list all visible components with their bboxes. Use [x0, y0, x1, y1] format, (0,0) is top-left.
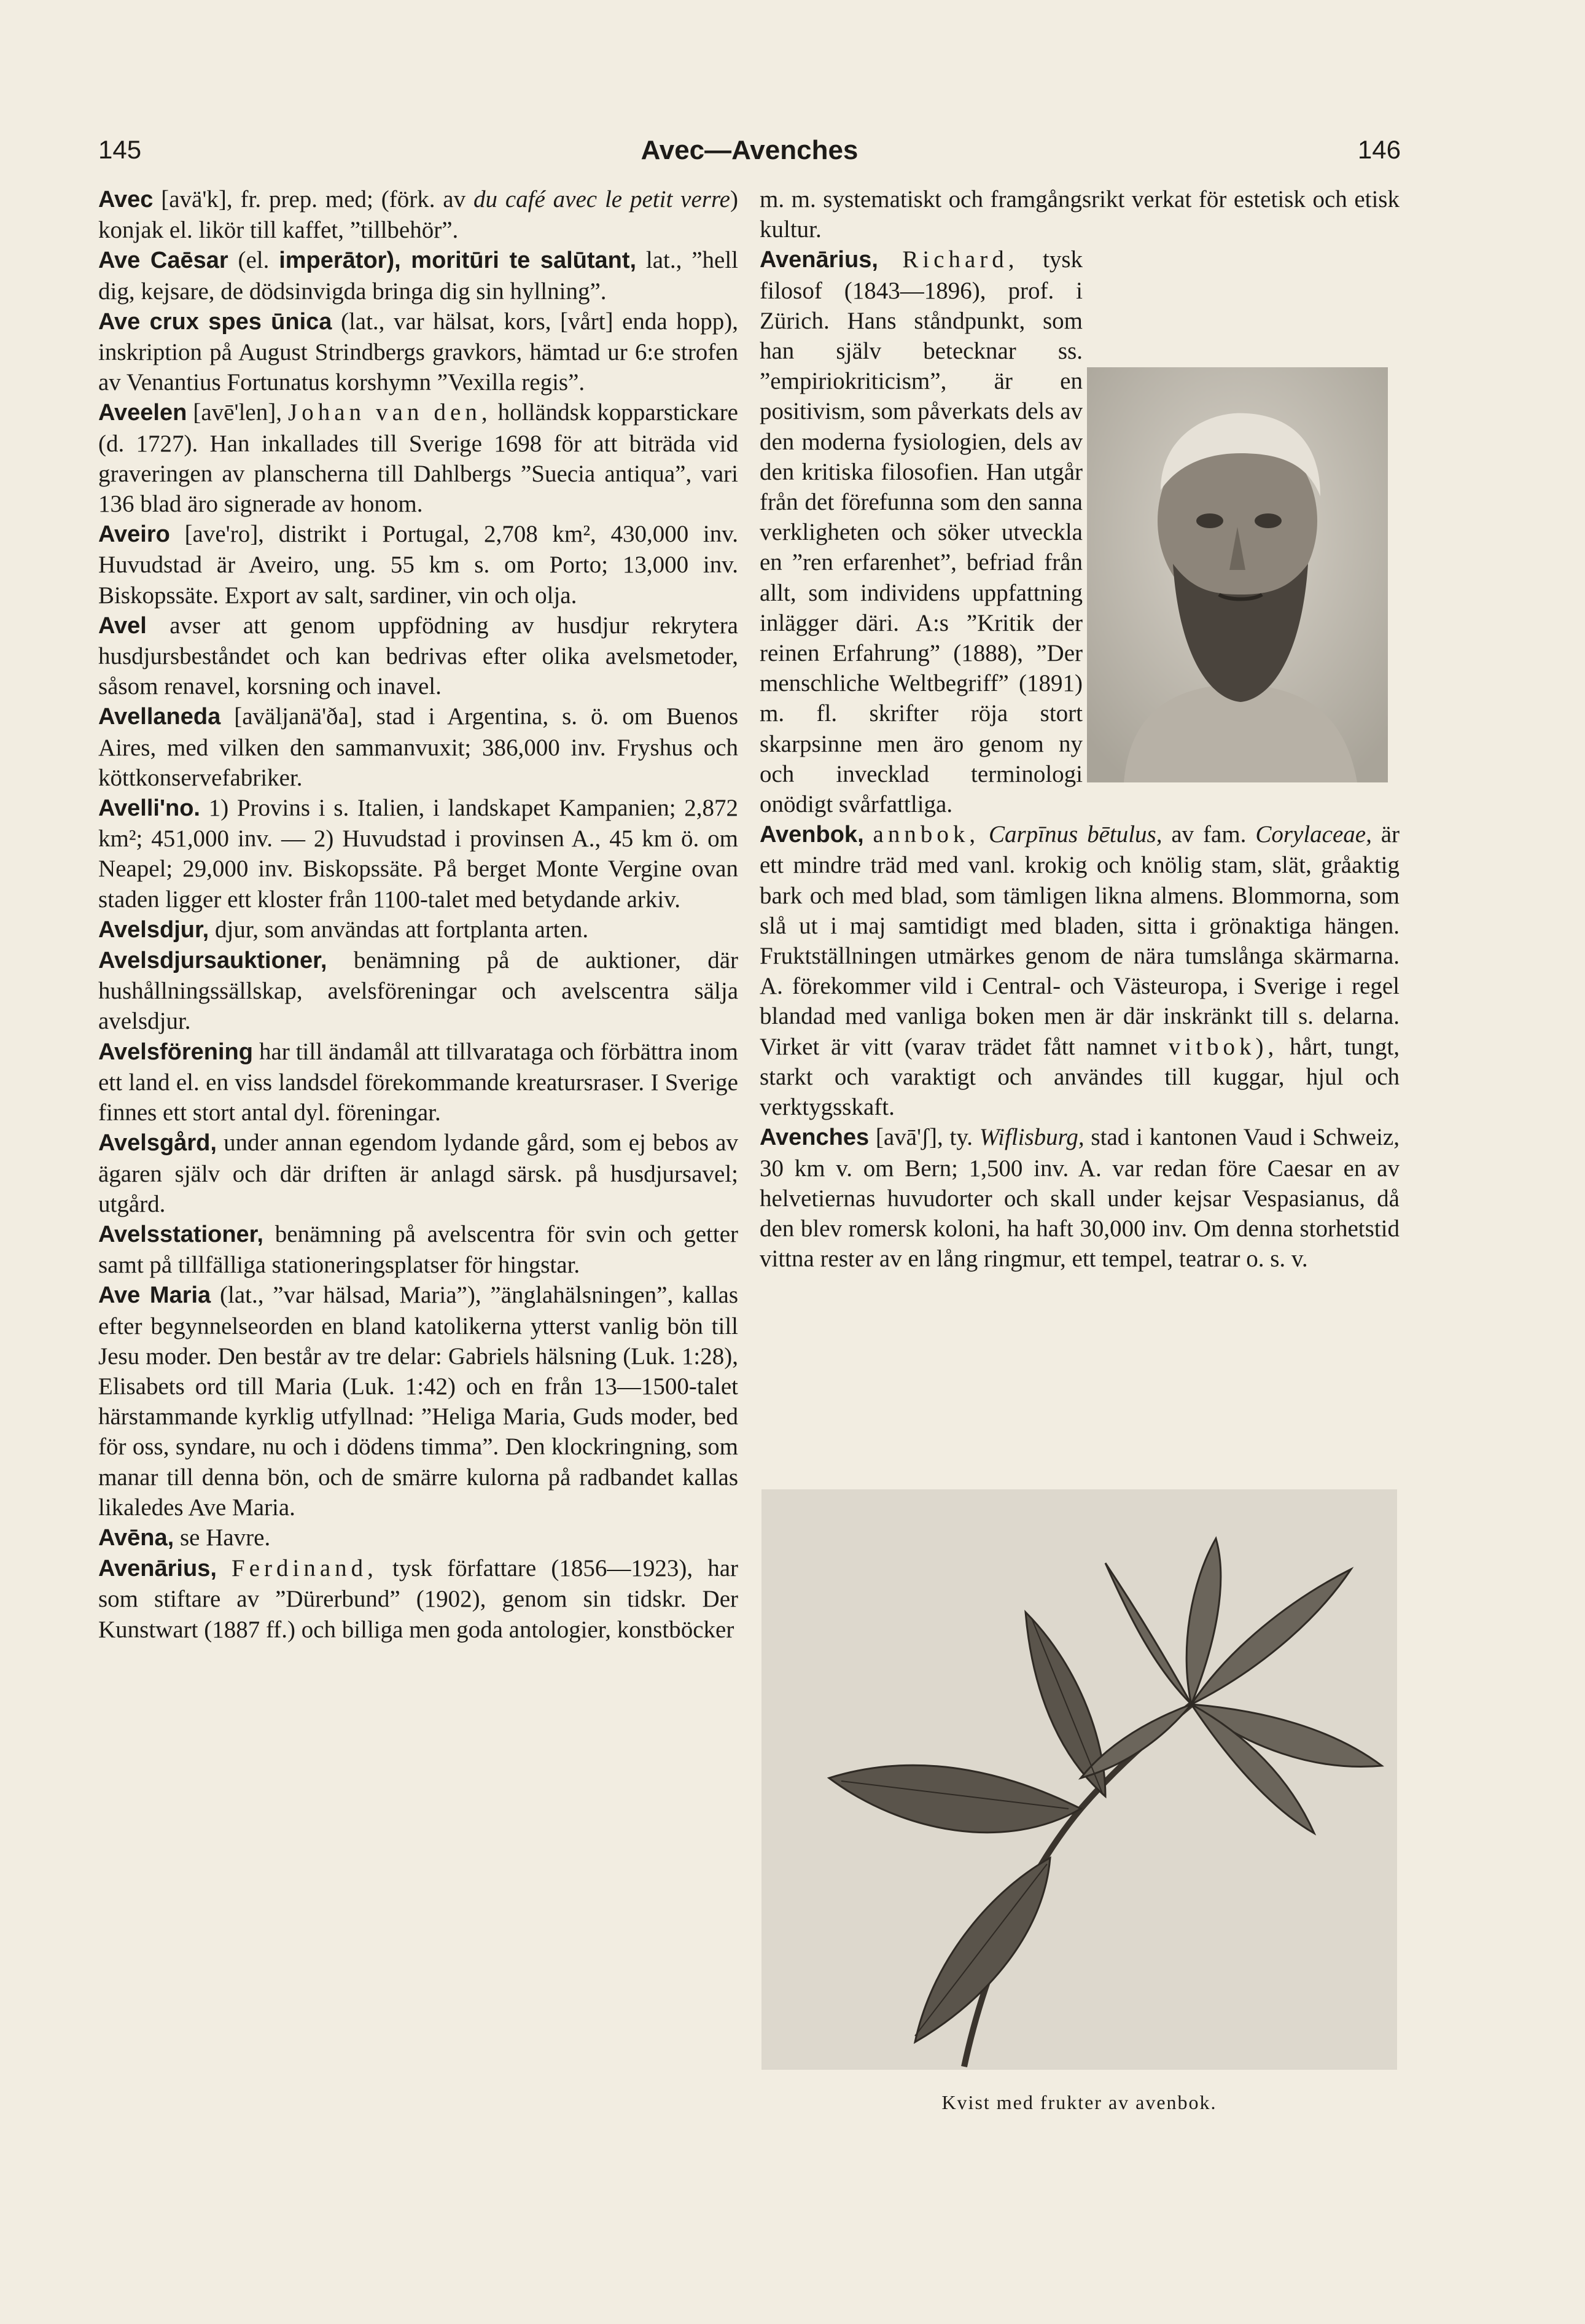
entry-avenarius-ferdinand: Avenārius, Ferdinand, tysk författare (1856—1923), har som stiftare av ”Dürerbund” (1902), genom sin tidskr. Der Kunstwart (1887 ff.) och billiga men goda antologier, konstböcker	[98, 1555, 738, 1643]
entry-avenarius-richard: Avenārius, Richard, tysk filosof (1843—1896), prof. i Zürich. Hans ståndpunkt, som han själv betecknar ss. ”empiriokriticism”, är en positivism, som påverkats dels av den moderna fysiologien, dels av den kritiska filosofien. Han utgår från det förefunna som den sanna verkligheten och söker utveckla en ”ren erfarenhet”, befriad från allt, som individens uppfattning inlägger däri. A:s ”Kritik der reinen Erfahrung” (1888), ”Der menschliche Weltbegriff” (1891) m. fl. skrifter röja stort skarpsinne men äro genom ny och invecklad terminologi onödigt svårfattliga.	[760, 246, 1083, 818]
entry-avenches: Avenches [avā'ʃ], ty. Wiflisburg, stad i kantonen Vaud i Schweiz, 30 km v. om Bern; 1,500 inv. A. var redan före Caesar en av helvetiernas huvudorter och skall under kejsar Vespasianus, då den blev romersk koloni, ha haft 30,000 inv. Om denna storhetstid vittna rester av en lång ringmur, ett tempel, teatrar o. s. v.	[760, 1124, 1400, 1273]
entry-avellaneda: Avellaneda [aväljanä'ðа], stad i Argentina, s. ö. om Buenos Aires, med vilken den sammanvuxit; 386,000 inv. Fryshus och köttkonservefabriker.	[98, 703, 738, 791]
portrait-icon	[1087, 367, 1388, 782]
entry-ave-maria: Ave Maria (lat., ”var hälsad, Maria”), ”änglahälsningen”, kallas efter begynnelseorden en bland katolikerna ytterst vanlig bön till Jesu moder. Den består av tre delar: Gabriels hälsning (Luk. 1:28), Elisabets ord till Maria (Luk. 1:42) och en från 13—1500-talet härstammande kyrklig utfyllnad: ”Heliga Maria, Guds moder, bed för oss, syndare, nu och i dödens timma”. Den klockringning, som manar till denna bön, och de smärre kulorna på radbandet kallas likaledes Ave Maria.	[98, 1282, 739, 1521]
entry-avelsgard: Avelsgård, under annan egendom lydande gård, som ej bebos av ägaren själv och där driften är anlagd särsk. på husdjursavel; utgård.	[98, 1129, 738, 1217]
hornbeam-branch-icon	[761, 1489, 1397, 2070]
entry-avenbok: Avenbok, annbok, Carpīnus bētulus, av fam. Corylaceae, är ett mindre träd med vanl. krokig och knölig stam, slät, gråaktig bark och med blad, som tämligen likna almens. Blommorna, som slå ut i maj samtidigt med bladen, sitta i grönaktiga hängen. Fruktställningen utmärkes genom de nära tumslånga skärmarna. A. förekommer vild i Central- och Västeuropa, i Sverige i regel blandad med vanliga boken men är där inskränkt till s. delarna. Virket är vitt (varav trädet fått namnet vitbok), hårt, tungt, starkt och varaktigt och användes till kuggar, hjul och verktygsskaft.	[760, 821, 1400, 1121]
page-number-left: 145	[98, 135, 142, 164]
entry-continuation: m. m. systematiskt och framgångsrikt verkat för estetisk och etisk kultur.	[760, 186, 1400, 243]
entry-avelsdjursauktioner: Avelsdjursauktioner, benämning på de auktioner, där hushållningssällskap, avelsföreningar och avelscentra sälja avelsdjur.	[98, 947, 738, 1035]
entry-avena: Avēna, se Havre.	[98, 1524, 271, 1551]
page-number-right: 146	[1357, 135, 1401, 164]
entry-aveelen: Aveelen [avē'len], Johan van den, holländsk kopparstickare (d. 1727). Han inkallades till Sverige 1698 för att biträda vid graveringen av planscherna till Dahlbergs ”Suecia antiqua”, vari 136 blad äro signerade av honom.	[98, 399, 738, 518]
entry-avelsforening: Avelsförening har till ändamål att tillvaratagа och förbättra inom ett land el. en viss landsdel förekommande kreatursraser. I Sverige finnes ett stort antal dyl. föreningar.	[98, 1038, 738, 1126]
botanical-figure	[761, 1489, 1397, 2070]
left-column	[98, 184, 738, 1645]
entry-ave-caesar: Ave Caēsar (el. imperātor), moritūri te salūtant, lat., ”hell dig, kejsare, de dödsinvigda bringa dig sin hyllning”.	[98, 247, 738, 305]
figure-caption: Kvist med frukter av avenbok.	[941, 2091, 1217, 2113]
entry-avelsdjur: Avelsdjur, djur, som användas att fortplanta arten.	[98, 916, 589, 943]
portrait-photo	[1087, 367, 1388, 782]
entry-avelsstationer: Avelsstationer, benämning på avelscentra för svin och getter samt på tillfälliga stationeringsplatser för hingstar.	[98, 1220, 738, 1279]
entry-ave-crux: Ave crux spes ūnica (lat., var hälsat, kors, [vårt] enda hopp), inskription på August Strindbergs gravkors, hämtad ur 6:e strofen av Venantius Fortunatus korshymn ”Vexilla regis”.	[98, 308, 738, 396]
running-head: Avec—Avenches	[641, 135, 859, 165]
entry-avel: Avel avser att genom uppfödning av husdjur rekrytera husdjursbeståndet och kan bedrivas efter olika avelsmetoder, såsom renavel, korsning och inavel.	[98, 612, 738, 700]
entry-avec: Avec [avä'k], fr. prep. med; (förk. av du café avec le petit verre) konjak el. likör till kaffet, ”tillbehör”.	[98, 186, 738, 244]
entry-avellino: Avelli'no. 1) Provins i s. Italien, i landskapet Kampanien; 2,872 km²; 451,000 inv. — 2) Huvudstad i provinsen A., 45 km ö. om Neapel; 29,000 inv. Biskopssäte. På berget Monte Vergine ovan staden ligger ett kloster från 1100-talet med betydande arkiv.	[98, 795, 738, 913]
entry-aveiro: Aveiro [ave'ro], distrikt i Portugal, 2,708 km², 430,000 inv. Huvudstad är Aveiro, ung. 55 km s. om Porto; 13,000 inv. Biskopssäte. Export av salt, sardiner, vin och olja.	[98, 521, 738, 609]
